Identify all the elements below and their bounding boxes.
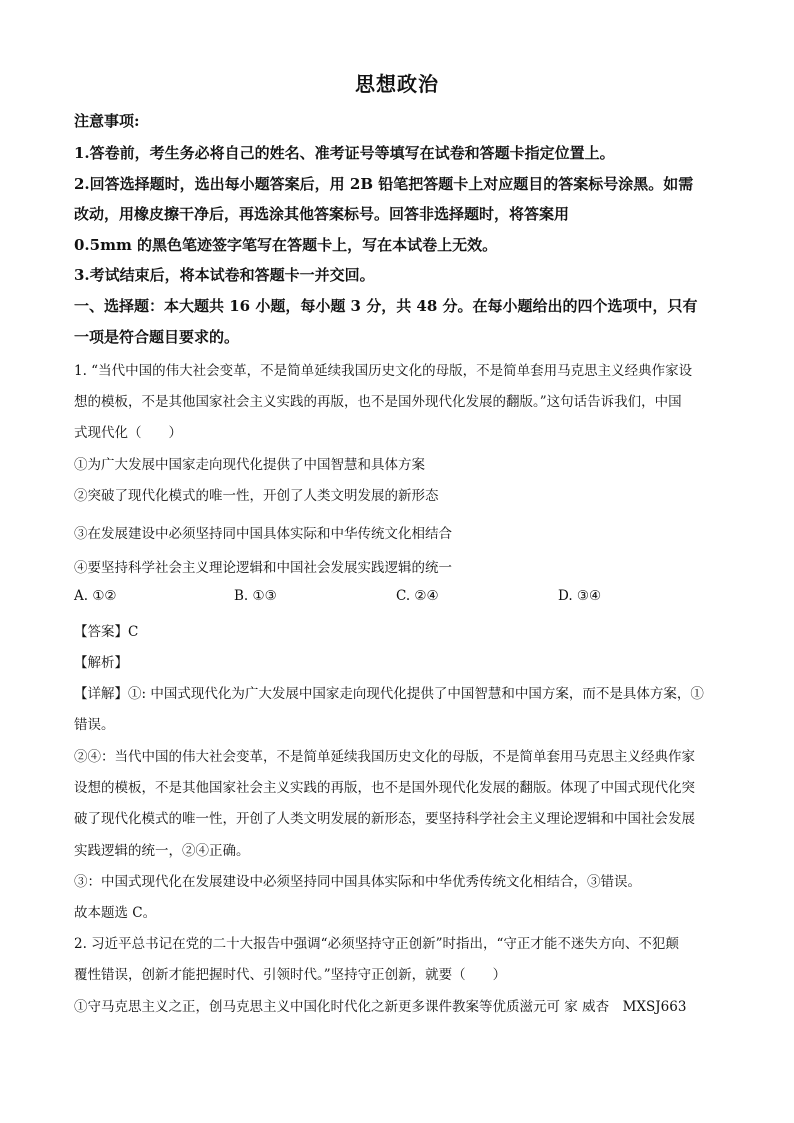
q1-detail: 【详解】①: 中国式现代化为广大发展中国家走向现代化提供了中国智慧和中国方案，而不是具体方案，①	[74, 686, 704, 702]
section-heading: 一、选择题：本大题共 16 小题，每小题 3 分，共 48 分。在每小题给出的四个选项中，只有	[74, 297, 698, 315]
notice-item: 0.5mm 的黑色笔迹签字笔写在答题卡上，写在本试卷上无效。	[74, 236, 498, 254]
q2-statement: ①守马克思主义之正，创马克思主义中国化时代化之新更多课件教案等优质滋元可 家 威杏 MXSJ663	[74, 999, 687, 1015]
q1-analysis-label: 【解析】	[74, 655, 128, 671]
q1-statement: ③在发展建设中必须坚持同中国具体实际和中华传统文化相结合	[74, 526, 452, 542]
notice-item: 1.答卷前，考生务必将自己的姓名、准考证号等填写在试卷和答题卡指定位置上。	[74, 144, 615, 162]
q1-stem: 式现代化（ ）	[74, 425, 182, 441]
q1-stem: 1. “当代中国的伟大社会变革，不是简单延续我国历史文化的母版，不是简单套用马克思主义经典作家设	[74, 363, 693, 379]
q1-option-c: C. ②④	[396, 588, 439, 604]
answer-label: 【答案】	[74, 624, 128, 640]
q2-stem: 覆性错误，创新才能把握时代、引领时代。”坚持守正创新，就要（ ）	[74, 967, 507, 983]
q1-option-d: D. ③④	[558, 588, 602, 604]
q1-option-b: B. ①③	[234, 588, 277, 604]
notice-item: 改动，用橡皮擦干净后，再选涂其他答案标号。回答非选择题时，将答案用	[74, 205, 570, 223]
q1-detail: 设想的模板，不是其他国家社会主义实践的再版，也不是国外现代化发展的翻版。体现了中国式现代化突	[74, 780, 695, 796]
notice-item: 3.考试结束后，将本试卷和答题卡一并交回。	[74, 266, 375, 284]
section-heading-cont: 一项是符合题目要求的。	[74, 328, 240, 346]
answer-value: C	[128, 624, 139, 640]
q1-detail: 错误。	[74, 717, 115, 733]
q1-statement: ④要坚持科学社会主义理论逻辑和中国社会发展实践逻辑的统一	[74, 560, 452, 576]
q1-option-a: A. ①②	[74, 588, 117, 604]
q2-stem: 2. 习近平总书记在党的二十大报告中强调“必须坚持守正创新”时指出，“守正才能不迷失方向、不犯颠	[74, 936, 679, 952]
q1-detail: 实践逻辑的统一，②④正确。	[74, 843, 250, 859]
q1-stem: 想的模板，不是其他国家社会主义实践的再版，也不是国外现代化发展的翻版。”这句话告诉我们，中国	[74, 394, 682, 410]
q1-detail: 故本题选 C。	[74, 905, 157, 921]
q1-detail: ②④：当代中国的伟大社会变革，不是简单延续我国历史文化的母版，不是简单套用马克思主义经典作家	[74, 749, 695, 765]
notice-item: 2.回答选择题时，选出每小题答案后，用 2B 铅笔把答题卡上对应题目的答案标号涂黑。如需	[74, 175, 694, 193]
q1-detail: ③：中国式现代化在发展建设中必须坚持同中国具体实际和中华优秀传统文化相结合，③错误。	[74, 874, 641, 890]
q1-answer	[74, 620, 138, 640]
q1-statement: ②突破了现代化模式的唯一性，开创了人类文明发展的新形态	[74, 488, 439, 504]
notice-heading: 注意事项:	[74, 112, 140, 130]
q1-detail: 破了现代化模式的唯一性，开创了人类文明发展的新形态，要坚持科学社会主义理论逻辑和中国社会发展	[74, 811, 695, 827]
q1-statement: ①为广大发展中国家走向现代化提供了中国智慧和具体方案	[74, 457, 425, 473]
page-title: 思想政治	[355, 72, 439, 96]
